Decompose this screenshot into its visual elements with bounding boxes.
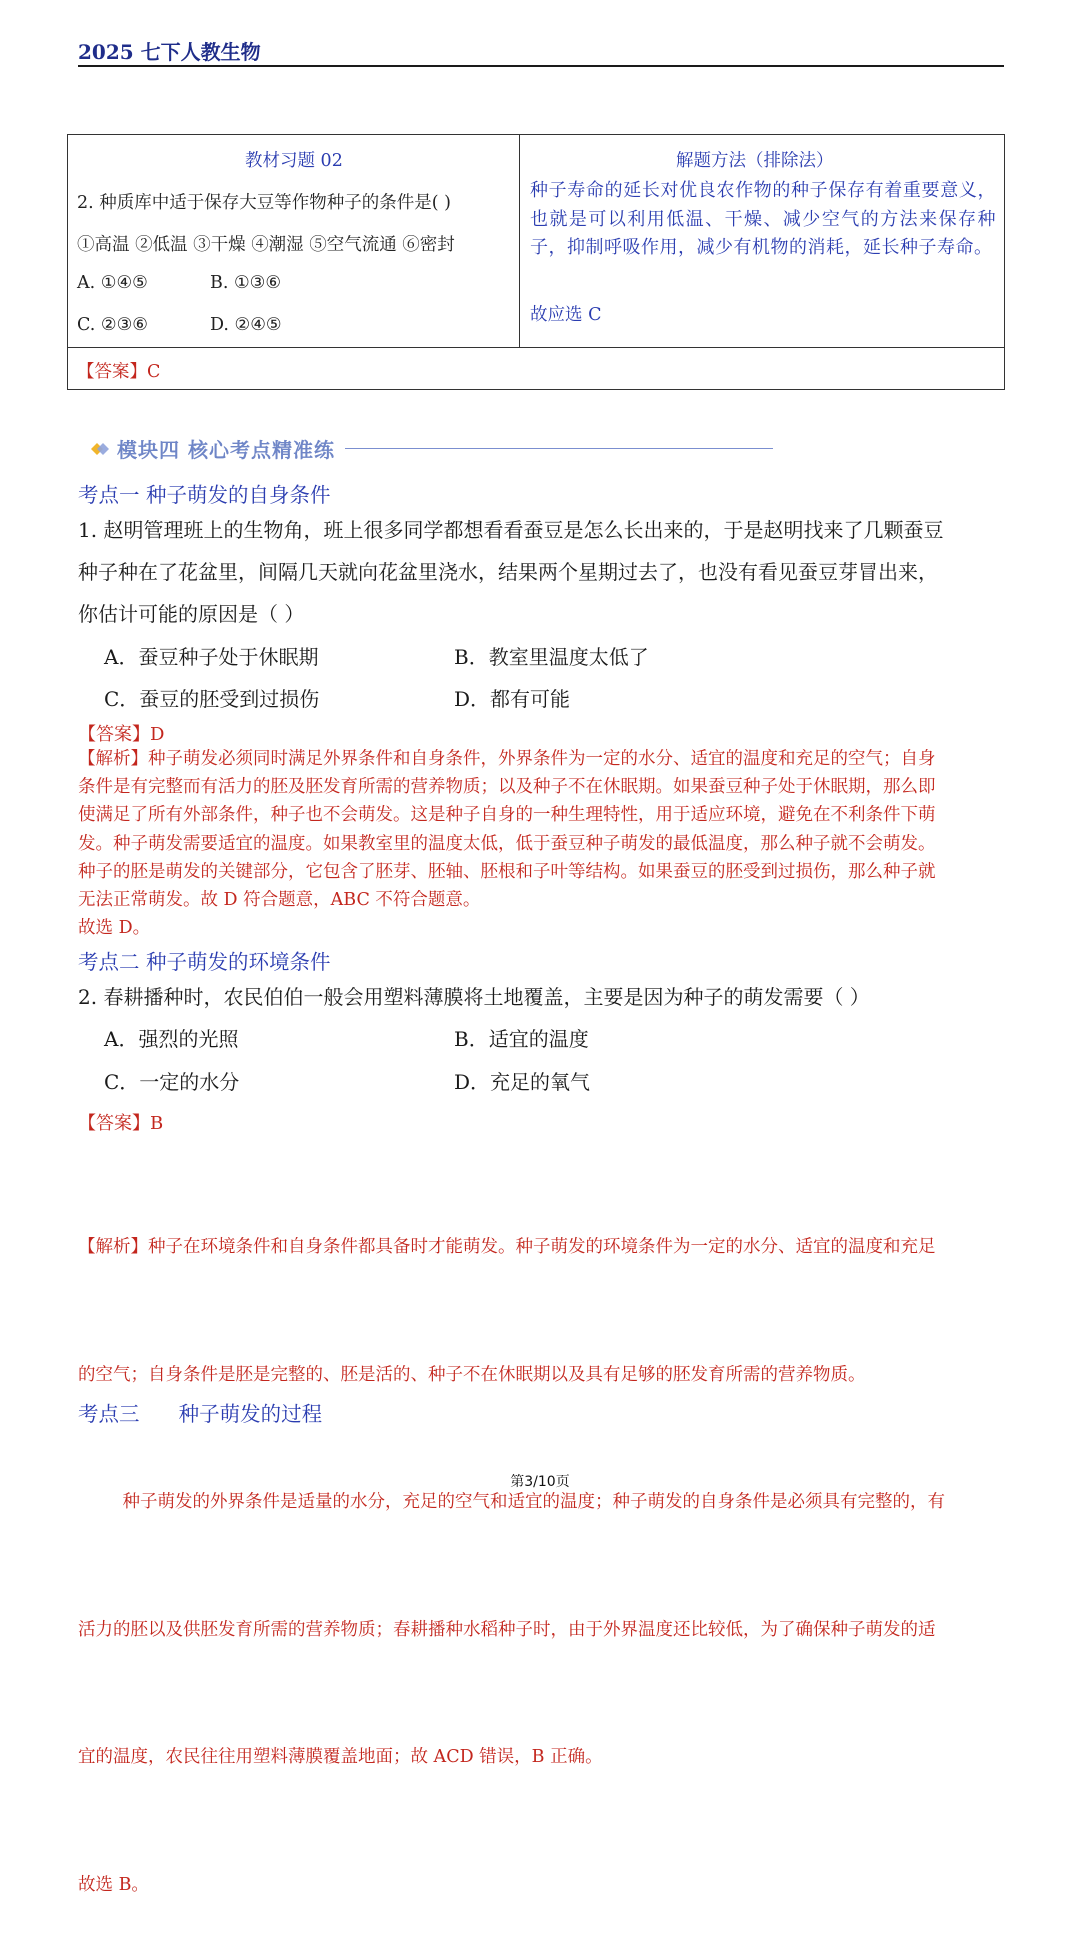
q1-exp-line: 【解析】种子萌发必须同时满足外界条件和自身条件，外界条件为一定的水分、适宜的温度和充足的空气；自身 [78,749,936,769]
q1-option-c: C．蚕豆的胚受到过损伤 [104,687,320,711]
q2-question: 2. 春耕播种时，农民伯伯一般会用塑料薄膜将土地覆盖，主要是因为种子的萌发需要（ ） [78,985,870,1009]
exercise-right-cell [520,135,1005,348]
q2-exp-line: 种子萌发的外界条件是适量的水分，充足的空气和适宜的温度；种子萌发的自身条件是必须具有完整的，有 [78,1492,945,1512]
exercise-left-cell [68,135,520,348]
method-title: 解题方法（排除法） [676,151,834,171]
q2-option-b: B．适宜的温度 [454,1027,589,1051]
header-title: 2025 七下人教生物 [78,40,261,64]
q2-exp-line: 活力的胚以及供胚发育所需的营养物质；春耕播种水稻种子时，由于外界温度还比较低，为了确保种子萌发的适 [78,1619,936,1640]
q1-option-d: D．都有可能 [454,687,571,711]
q1-line-3: 你估计可能的原因是（ ） [78,602,305,626]
q1-exp-line: 无法正常萌发。故 D 符合题意，ABC 不符合题意。 [78,890,481,911]
module-title: 模块四 核心考点精准练 [117,438,335,462]
q2-answer: 【答案】B [78,1113,164,1134]
exercise-left-title: 教材习题 02 [245,151,343,171]
q1-answer: 【答案】D [78,724,165,745]
exercise-answer-cell [68,348,1005,390]
q2-option-a: A．强烈的光照 [104,1027,239,1051]
exercise-answer: 【答案】C [77,362,161,382]
q2-explanation [78,1141,1008,1949]
q1-exp-line: 使满足了所有外部条件，种子也不会萌发。这是种子自身的一种生理特性，用于适应环境，避免在不利条件下萌 [78,805,936,826]
exercise-option-d: D. ②④⑤ [210,315,282,335]
q1-option-b: B．教室里温度太低了 [454,645,649,669]
exercise-box [67,134,1005,390]
q1-exp-line: 发。种子萌发需要适宜的温度。如果教室里的温度太低，低于蚕豆种子萌发的最低温度，那么种子就不会萌发。 [78,833,936,854]
q2-exp-line: 故选 B。 [78,1874,149,1895]
q1-line-1: 1. 赵明管理班上的生物角，班上很多同学都想看看蚕豆是怎么长出来的，于是赵明找来了几颗蚕豆 [78,518,944,542]
kaodian-3-title: 考点三 种子萌发的过程 [78,1402,323,1426]
module-heading [85,434,773,463]
page-number: 第3/10页 [510,1474,570,1490]
double-diamond-icon [85,440,111,458]
exercise-option-b: B. ①③⑥ [210,273,282,293]
header-divider [78,65,1004,67]
exercise-option-a: A. ①④⑤ [77,273,148,293]
q1-explanation [78,745,1008,942]
exercise-question: 2. 种质库中适于保存大豆等作物种子的条件是( ) [77,193,451,213]
q2-option-d: D．充足的氧气 [454,1070,591,1094]
q1-line-2: 种子种在了花盆里，间隔几天就向花盆里浇水，结果两个星期过去了，也没有看见蚕豆芽冒出来， [78,560,938,584]
q2-option-c: C．一定的水分 [104,1070,240,1094]
q2-exp-line: 宜的温度，农民往往用塑料薄膜覆盖地面；故 ACD 错误，B 正确。 [78,1747,603,1767]
q1-exp-line: 故选 D。 [78,918,151,939]
q1-exp-line: 条件是有完整而有活力的胚及胚发育所需的营养物质；以及种子不在休眠期。如果蚕豆种子处于休眠期，那么即 [78,777,936,798]
q1-exp-line: 种子的胚是萌发的关键部分，它包含了胚芽、胚轴、胚根和子叶等结构。如果蚕豆的胚受到过损伤，那么种子就 [78,861,936,882]
q2-exp-line: 的空气；自身条件是胚是完整的、胚是活的、种子不在休眠期以及具有足够的胚发育所需的营养物质。 [78,1364,866,1385]
module-rule [345,448,773,449]
method-choice: 故应选 C [530,305,602,325]
q2-exp-line: 【解析】种子在环境条件和自身条件都具备时才能萌发。种子萌发的环境条件为一定的水分、适宜的温度和充足 [78,1237,936,1257]
kaodian-1-title: 考点一 种子萌发的自身条件 [78,483,331,507]
q1-option-a: A．蚕豆种子处于休眠期 [104,645,319,669]
method-text: 种子寿命的延长对优良农作物的种子保存有着重要意义，也就是可以利用低温、干燥、减少空气的方法来保存种子，抑制呼吸作用，减少有机物的消耗，延长种子寿命。 [530,180,996,258]
exercise-conditions: ①高温 ②低温 ③干燥 ④潮湿 ⑤空气流通 ⑥密封 [77,235,455,255]
exercise-option-c: C. ②③⑥ [77,315,148,335]
kaodian-2-title: 考点二 种子萌发的环境条件 [78,950,331,974]
